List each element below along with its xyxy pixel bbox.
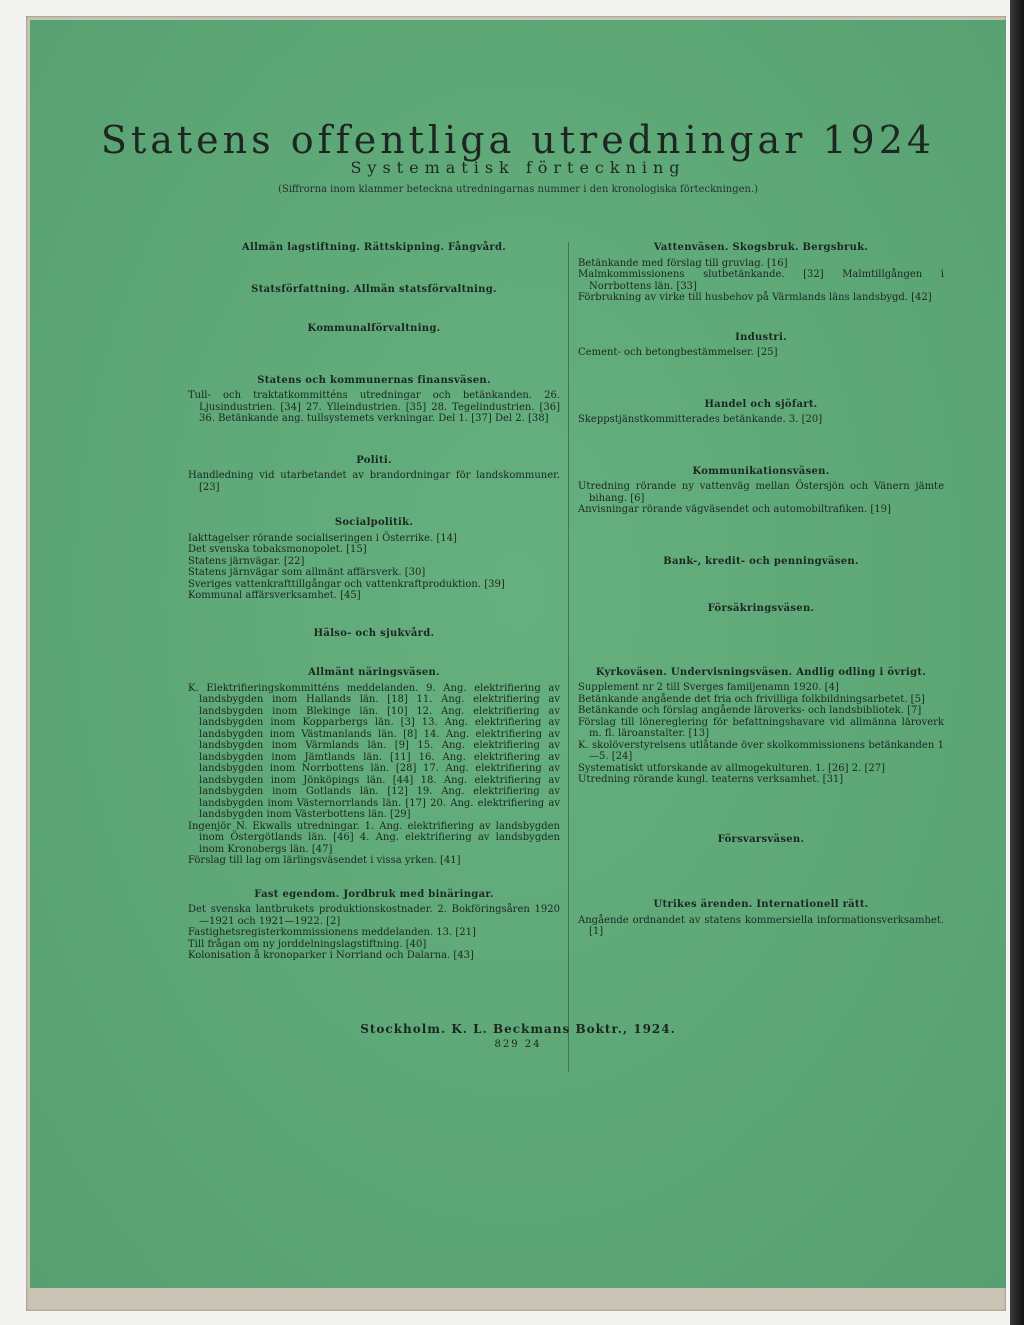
green-cover-page (30, 20, 1006, 1288)
section-items (188, 470, 560, 493)
section (578, 899, 944, 938)
list-item: Fastighetsregisterkommissionens meddelanden. 13. [21] (188, 927, 476, 938)
section (578, 834, 944, 846)
list-item: Betänkande med förslag till gruvlag. [16] (578, 257, 788, 269)
list-item: Ingenjör N. Ekwalls utredningar. 1. Ang. elektrifiering av landsbygden inom Östergötlands län. [46] 4. Ang. elektrifiering av landsbygden inom Kronobergs län. [47] (188, 820, 560, 855)
list-item: Kolonisation å kronoparker i Norrland och Dalarna. [43] (188, 950, 474, 961)
list-item: Statens järnvägar som allmänt affärsverk. [30] (188, 567, 426, 578)
list-item: Malmkommissionens slutbetänkande. [32] Malmtillgången i Norrbottens län. [33] (578, 269, 944, 292)
section (578, 242, 944, 304)
section (578, 667, 944, 786)
list-item: Sveriges vattenkrafttillgångar och vattenkraftproduktion. [39] (188, 578, 505, 590)
section-heading: Utrikes ärenden. Internationell rätt. (653, 899, 869, 910)
section-heading: Statens och kommunernas finansväsen. (257, 374, 491, 386)
list-item: K. skolöverstyrelsens utlåtande över skolkommissionens betänkanden 1—5. [24] (578, 739, 944, 762)
list-item: Handledning vid utarbetandet av brandordningar för landskommuner. [23] (188, 470, 560, 493)
section-heading: Statsförfattning. Allmän statsförvaltning. (251, 283, 497, 295)
scan-edge (1010, 0, 1024, 1325)
section (578, 466, 944, 516)
section (188, 242, 560, 254)
section-heading: Kommunikationsväsen. (692, 465, 830, 477)
printer-imprint: Stockholm. K. L. Beckmans Boktr., 1924. (360, 1022, 676, 1036)
section-items (578, 258, 944, 304)
page-title: Statens offentliga utredningar 1924 (100, 118, 936, 162)
list-item: Betänkande angående det fria och frivilliga folkbildningsarbetet. [5] (578, 693, 925, 705)
list-item: Betänkande och förslag angående läroverks- och landsbibliotek. [7] (578, 705, 922, 716)
list-item: Supplement nr 2 till Sverges familjenamn 1920. [4] (578, 682, 839, 693)
section-heading: Försvarsväsen. (717, 833, 805, 845)
list-item: Utredning rörande ny vattenväg mellan Östersjön och Vänern jämte bihang. [6] (578, 481, 944, 504)
section-heading: Vattenväsen. Skogsbruk. Bergsbruk. (653, 242, 869, 253)
section-heading: Industri. (735, 331, 787, 343)
list-item: Förslag till lönereglering för befattningshavare vid allmänna läroverk m. fl. läroanstalter. [13] (578, 716, 944, 739)
section-heading: Bank-, kredit- och penningväsen. (663, 555, 859, 567)
section-items (578, 682, 944, 786)
section (188, 284, 560, 296)
column-divider (568, 242, 569, 1072)
list-item: Förslag till lag om lärlingsväsendet i vissa yrken. [41] (188, 855, 461, 866)
list-item: K. Elektrifieringskommitténs meddelanden. 9. Ang. elektrifiering av landsbygden inom Hallands län. [18] 11. Ang. elektrifiering av landsbygden inom Blekinge län. [10] 12. Ang. elektrifiering av landsbygden inom Kopparbergs län. [3] 13. Ang. elektrifiering av landsbygden inom Västmanlands län. [8] 14. Ang. elektrifiering av landsbygden inom Värmlands län. [9] 15. Ang. elektrifiering av landsbygden inom Jämtlands län. [11] 16. Ang. elektrifiering av landsbygden inom Norrbottens län. [28] 17. Ang. elektrifiering av landsbygden inom Jönköpings län. [44] 18. Ang. elektrifiering av landsbygden inom Gotlands län. [12] 19. Ang. elektrifiering av landsbygden inom Västernorrlands län. [17] 20. Ang. elektrifiering av landsbygden inom Västerbottens län. [29] (188, 682, 560, 820)
list-item: Utredning rörande kungl. teaterns verksamhet. [31] (578, 774, 844, 785)
page-subtitle: Systematisk förteckning (350, 158, 686, 177)
section-heading: Socialpolitik. (334, 517, 414, 528)
section (188, 323, 560, 335)
section-items (578, 347, 944, 359)
section (578, 399, 944, 426)
section (578, 603, 944, 615)
bracket-note: (Siffrorna inom klammer beteckna utredningarnas nummer i den kronologiska förteckningen.) (277, 184, 759, 195)
list-item: Det svenska tobaksmonopolet. [15] (188, 544, 367, 555)
list-item: Systematiskt utforskande av allmogekulturen. 1. [26] 2. [27] (578, 762, 885, 774)
section-heading: Kyrkoväsen. Undervisningsväsen. Andlig odling i övrigt. (595, 666, 927, 678)
section (188, 517, 560, 602)
section (188, 889, 560, 962)
section-heading: Fast egendom. Jordbruk med binäringar. (254, 888, 494, 900)
left-column (188, 242, 560, 962)
section-items (188, 533, 560, 602)
section (578, 556, 944, 568)
section-heading: Hälso- och sjukvård. (313, 627, 435, 639)
list-item: Angående ordnandet av statens kommersiella informationsverksamhet. [1] (578, 914, 944, 937)
section (578, 332, 944, 359)
list-item: Till frågan om ny jorddelningslagstiftning. [40] (188, 938, 427, 950)
right-column (578, 242, 944, 938)
section (188, 667, 560, 867)
list-item: Förbrukning av virke till husbehov på Värmlands läns landsbygd. [42] (578, 292, 932, 303)
section-heading: Politi. (356, 454, 392, 466)
list-item: Det svenska lantbrukets produktionskostnader. 2. Bokföringsåren 1920—1921 och 1921—1922. [2] (188, 904, 560, 927)
section-heading: Försäkringsväsen. (707, 603, 815, 614)
section-items (188, 390, 560, 425)
section-heading: Handel och sjöfart. (704, 398, 818, 410)
section-items (578, 481, 944, 516)
list-item: Statens järnvägar. [22] (188, 555, 305, 567)
section-items (578, 915, 944, 938)
list-item: Iakttagelser rörande socialiseringen i Österrike. [14] (188, 532, 457, 544)
section-heading: Allmän lagstiftning. Rättskipning. Fångvård. (241, 242, 507, 253)
list-item: Tull- och traktatkommitténs utredningar och betänkanden. 26. Ljusindustrien. [34] 27. Ylleindustrien. [35] 28. Tegelindustrien. [36] 36. Betänkande ang. tullsystemets verkningar. Del 1. [37] Del 2. [38] (188, 390, 560, 424)
list-item: Kommunal affärsverksamhet. [45] (188, 590, 361, 601)
section-heading: Allmänt näringsväsen. (308, 667, 440, 678)
list-item: Cement- och betongbestämmelser. [25] (578, 347, 778, 358)
list-item: Anvisningar rörande vägväsendet och automobiltrafiken. [19] (578, 504, 891, 515)
section-items (578, 414, 944, 426)
section-items (188, 683, 560, 867)
section-heading: Kommunalförvaltning. (307, 323, 441, 334)
print-number: 829 24 (494, 1039, 542, 1050)
section (188, 375, 560, 425)
section (188, 628, 560, 640)
list-item: Skeppstjänstkommitterades betänkande. 3. [20] (578, 414, 823, 425)
section (188, 455, 560, 494)
section-items (188, 904, 560, 962)
